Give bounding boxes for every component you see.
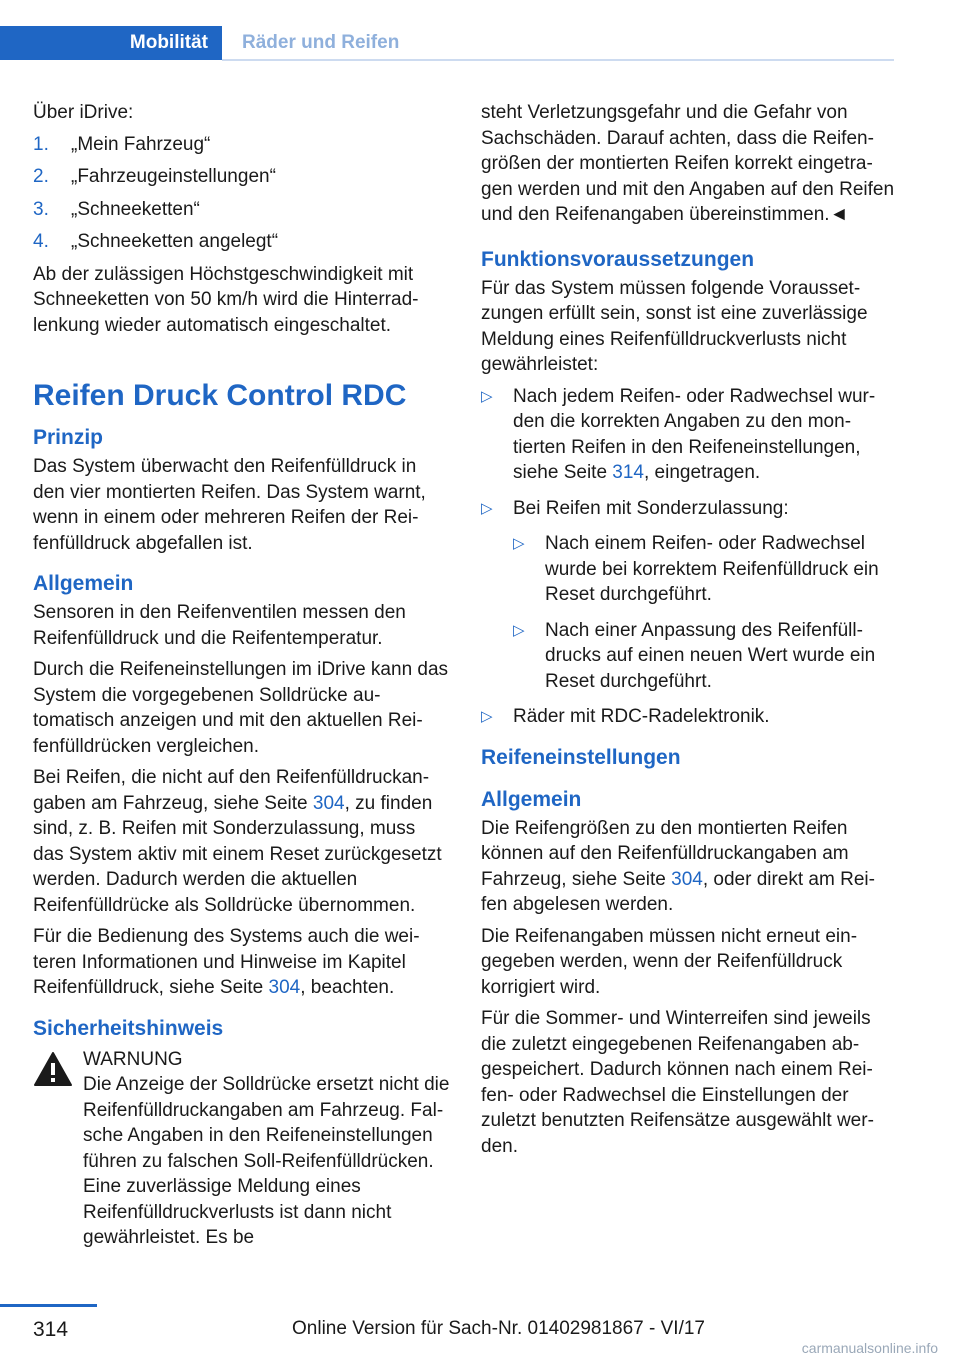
funktion-heading: Funktionsvoraussetzungen	[481, 247, 755, 271]
sub-list	[513, 531, 895, 694]
allgemein-paragraph-3	[33, 765, 451, 918]
list-item	[481, 496, 895, 695]
step-number: 3.	[33, 198, 49, 220]
prinzip-heading: Prinzip	[33, 426, 104, 449]
allgemein-heading: Allgemein	[33, 572, 134, 595]
prinzip-text: Das System überwacht den Reifenfülldruck in den vier montierten Reifen. Das System warnt, wenn in einem oder mehreren Reifen der Reifenfülldruck abgefallen ist.	[33, 456, 426, 554]
idrive-steps	[33, 132, 451, 255]
bullet-text: Nach einem Reifen- oder Radwechsel wurde bei korrektem Reifenfülldruck ein Reset durchgeführt.	[545, 533, 879, 605]
bullet-text	[513, 384, 895, 486]
triangle-right-icon: ▷	[481, 499, 493, 517]
triangle-right-icon: ▷	[481, 387, 493, 405]
reifen-paragraph-3: Für die Sommer- und Winterreifen sind jeweils die zuletzt eingegebenen Reifenangaben abgespeichert. Dadurch können nach einem Reifen- oder Radwechsel die Einstellungen der zuletzt benutzten Reifensätze ausgewählt werden.	[481, 1008, 874, 1157]
triangle-right-icon: ▷	[481, 708, 493, 725]
section-tab: Mobilität	[0, 26, 222, 60]
paragraph-text: Bei Reifen, die nicht auf den Reifenfülldruckangaben am Fahrzeug, siehe Seite	[33, 767, 430, 814]
watermark: carmanualsonline.info	[801, 1340, 938, 1356]
bullet-text: Bei Reifen mit Sonderzulassung:	[513, 497, 789, 519]
list-item	[33, 132, 451, 158]
warning-block	[33, 1047, 451, 1251]
warning-continuation: steht Verletzungsgefahr und die Gefahr von Sachschäden. Darauf achten, dass die Reifengrößen der montierten Reifen korrekt eingetragen werden und mit den Angaben auf den Reifen und den Reifenangaben übereinstimmen.◄	[481, 102, 895, 225]
online-version-text: Online Version für Sach-Nr. 01402981867 - VI/17	[292, 1318, 705, 1339]
bullet-text-part: Nach jedem Reifen- oder Radwechsel wurden die korrekten Angaben zu den montierten Reifen in den Reifeneinstellungen, siehe Seite	[513, 385, 876, 483]
bullet-text: Räder mit RDC-Radelektronik.	[513, 706, 770, 727]
step-text: „Fahrzeugeinstellungen“	[71, 166, 276, 187]
sicherheit-heading: Sicherheitshinweis	[33, 1016, 224, 1040]
bullet-body	[513, 496, 895, 695]
right-column	[481, 100, 895, 1165]
triangle-right-icon: ▷	[513, 535, 525, 552]
list-item	[481, 384, 895, 486]
list-item	[513, 531, 895, 608]
list-item	[513, 618, 895, 695]
page-header	[0, 26, 894, 60]
funktion-text: Für das System müssen folgende Voraussetzungen erfüllt sein, sonst ist eine zuverlässige Meldung eines Reifenfülldruckverlusts nicht gewährleistet:	[481, 277, 868, 375]
reifen-paragraph-2: Die Reifenangaben müssen nicht erneut eingegeben werden, wenn der Reifenfülldruck korrigiert wird.	[481, 925, 858, 998]
chapter-tab: Räder und Reifen	[242, 32, 400, 53]
page-link-304[interactable]: 304	[268, 977, 301, 998]
allgemein-paragraph-4	[33, 924, 451, 1001]
step-number: 1.	[33, 133, 49, 155]
page-link-314[interactable]: 314	[612, 462, 644, 483]
list-item	[33, 197, 451, 223]
bullet-text: Nach einer Anpassung des Reifenfülldrucks auf einen neuen Wert wurde ein Reset durchgeführt.	[545, 619, 876, 692]
paragraph-text: Für die Bedienung des Systems auch die weiteren Informationen und Hinweise im Kapitel Reifenfülldruck, siehe Seite	[33, 926, 420, 998]
warning-title: WARNUNG	[83, 1048, 183, 1070]
step-text: „Mein Fahrzeug“	[71, 133, 211, 155]
requirements-list	[481, 384, 895, 730]
list-item	[481, 704, 895, 730]
paragraph-text: , zu finden sind, z. B. Reifen mit Sonderzulassung, muss das System aktiv mit einem Reset zurückgesetzt werden. Dadurch werden die aktuellen Reifenfülldrücke als Solldrücke übernommen.	[33, 792, 442, 916]
triangle-right-icon: ▷	[513, 621, 525, 639]
step-number: 2.	[33, 166, 49, 187]
reifen-paragraph-1	[481, 816, 895, 918]
page-link-304[interactable]: 304	[312, 792, 345, 814]
paragraph-text: , beachten.	[300, 977, 395, 998]
warning-text: Die Anzeige der Solldrücke ersetzt nicht die Reifenfülldruckangaben am Fahrzeug. Falsche Angaben in den Reifeneinstellungen führen zu falschen Soll-Reifenfülldrücken. Eine zuverlässige Meldung eines Reifenfülldruckverlusts ist dann nicht gewährleistet. Es be	[83, 1074, 450, 1248]
intro-text: Über iDrive:	[33, 102, 134, 123]
header-divider	[222, 59, 894, 61]
footer-accent-line	[0, 1304, 97, 1307]
paragraph-text: Die Reifengrößen zu den montierten Reifen können auf den Reifenfülldruckangaben am Fahrzeug, siehe Seite	[481, 817, 849, 890]
step-text: „Schneeketten angelegt“	[71, 231, 279, 252]
list-item	[33, 164, 451, 190]
step-text: „Schneeketten“	[71, 198, 200, 220]
bullet-text-part: , eingetragen.	[644, 462, 761, 483]
list-item	[33, 229, 451, 255]
left-column	[33, 100, 451, 1251]
reifeneinstellungen-heading: Reifeneinstellungen	[481, 745, 681, 769]
allgemein-paragraph-1: Sensoren in den Reifenventilen messen den Reifenfülldruck und die Reifentemperatur.	[33, 602, 406, 649]
page-link-304[interactable]: 304	[671, 868, 703, 890]
after-steps-text: Ab der zulässigen Höchstgeschwindigkeit mit Schneeketten von 50 km/h wird die Hinterradlenkung wieder automatisch eingeschaltet.	[33, 263, 419, 336]
allgemein-heading-right: Allgemein	[481, 787, 582, 811]
step-number: 4.	[33, 231, 49, 252]
paragraph-text: , oder direkt am Reifen abgelesen werden.	[481, 868, 875, 915]
allgemein-paragraph-2: Durch die Reifeneinstellungen im iDrive kann das System die vorgegebenen Solldrücke automatisch anzeigen und mit den aktuellen Reifenfülldrücken vergleichen.	[33, 659, 449, 757]
page-number: 314	[33, 1318, 69, 1341]
page-title: Reifen Druck Control RDC	[33, 379, 407, 412]
warning-triangle-icon	[33, 1051, 73, 1087]
